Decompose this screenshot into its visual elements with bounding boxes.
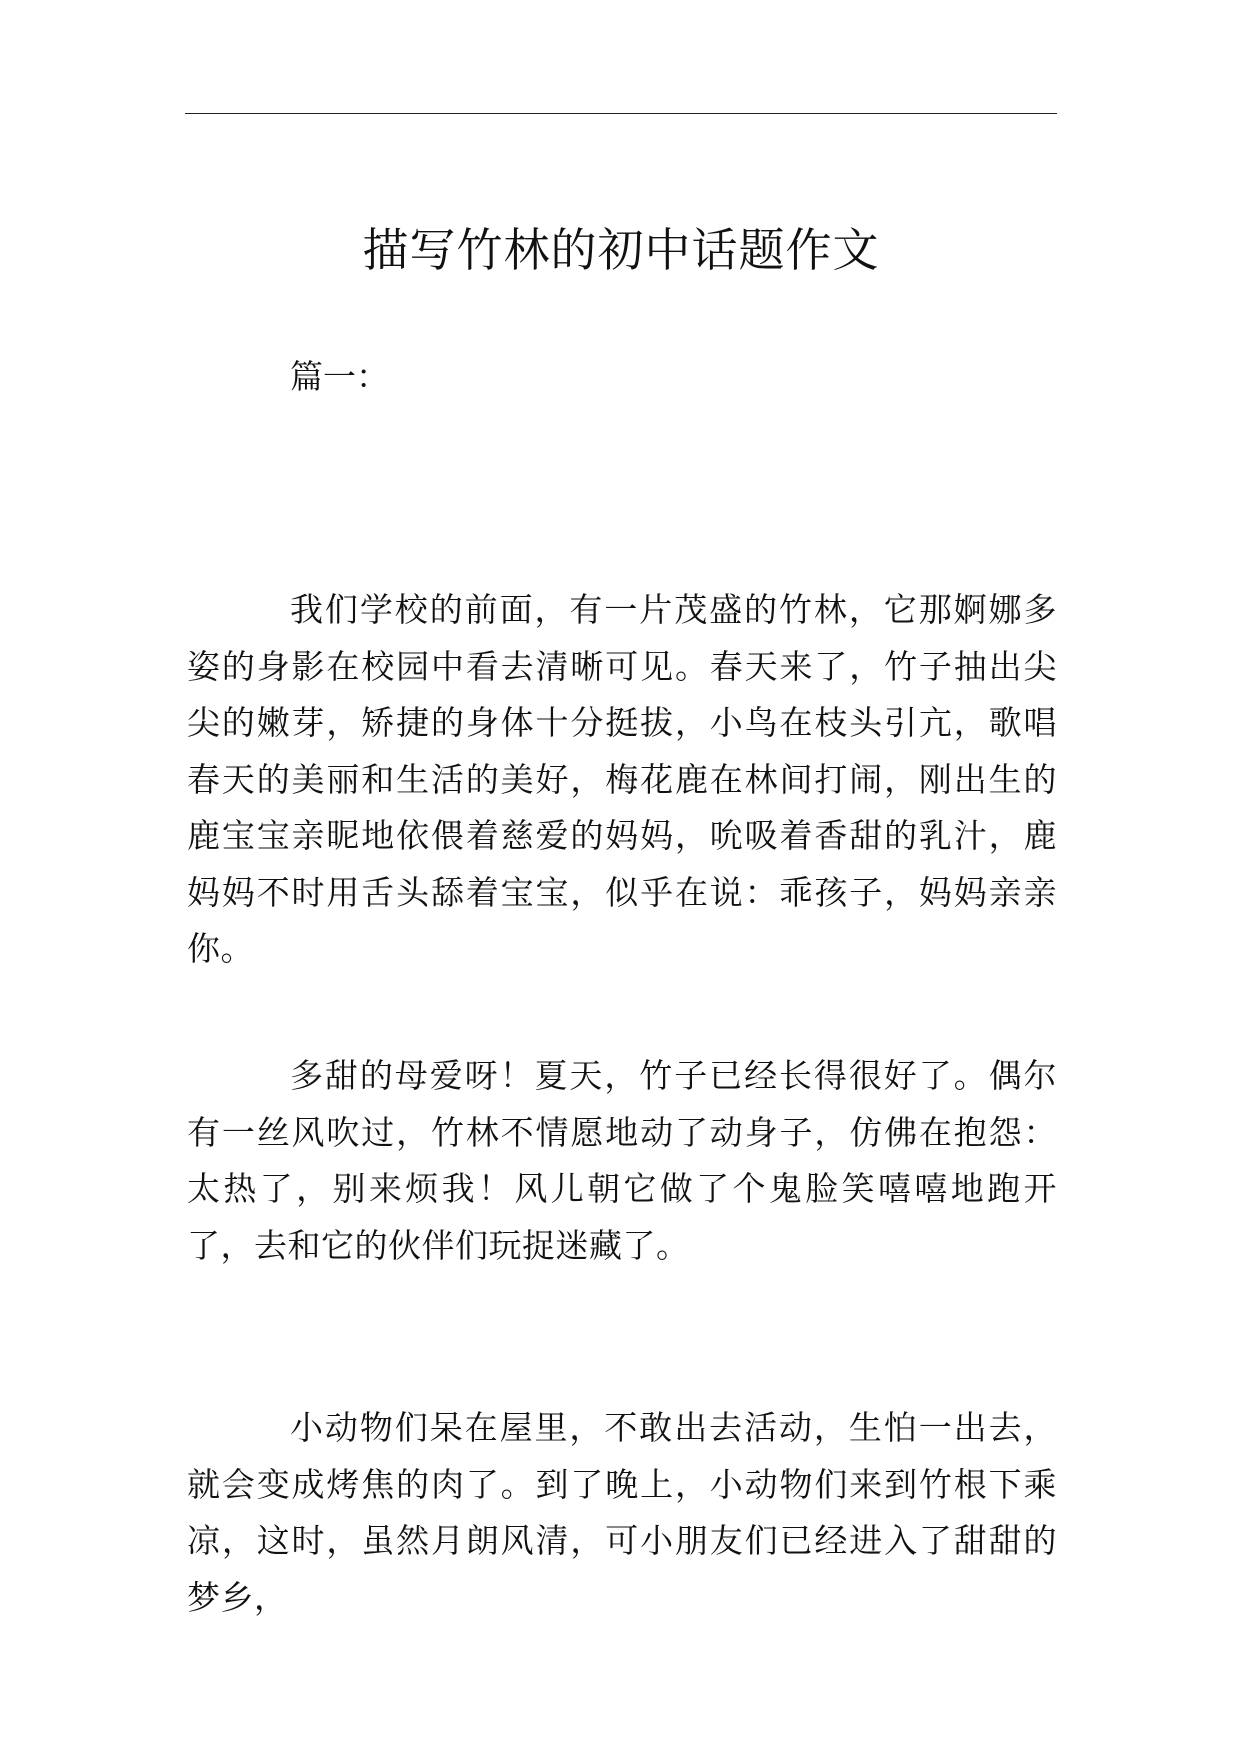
paragraph-3: 小动物们呆在屋里，不敢出去活动，生怕一出去，就会变成烤焦的肉了。到了晚上，小动物们来到竹根下乘凉，这时，虽然月朗风清，可小朋友们已经进入了甜甜的梦乡， [187, 1408, 1057, 1617]
document-title: 描写竹林的初中话题作文 [362, 223, 880, 277]
paragraph-1: 我们学校的前面，有一片茂盛的竹林，它那婀娜多姿的身影在校园中看去清晰可见。春天来了，竹子抽出尖尖的嫩芽，矫捷的身体十分挺拔，小鸟在枝头引亢，歌唱春天的美丽和生活的美好，梅花鹿在林间打闹，刚出生的鹿宝宝亲昵地依偎着慈爱的妈妈，吮吸着香甜的乳汁，鹿妈妈不时用舌头舔着宝宝，似乎在说：乖孩子，妈妈亲亲你。 [187, 590, 1057, 968]
paragraph-2: 多甜的母爱呀！夏天，竹子已经长得很好了。偶尔有一丝风吹过，竹林不情愿地动了动身子，仿佛在抱怨：太热了，别来烦我！风儿朝它做了个鬼脸笑嘻嘻地跑开了，去和它的伙伴们玩捉迷藏了。 [187, 1056, 1057, 1265]
header-rule [185, 113, 1057, 114]
section-label: 篇一： [290, 357, 389, 396]
